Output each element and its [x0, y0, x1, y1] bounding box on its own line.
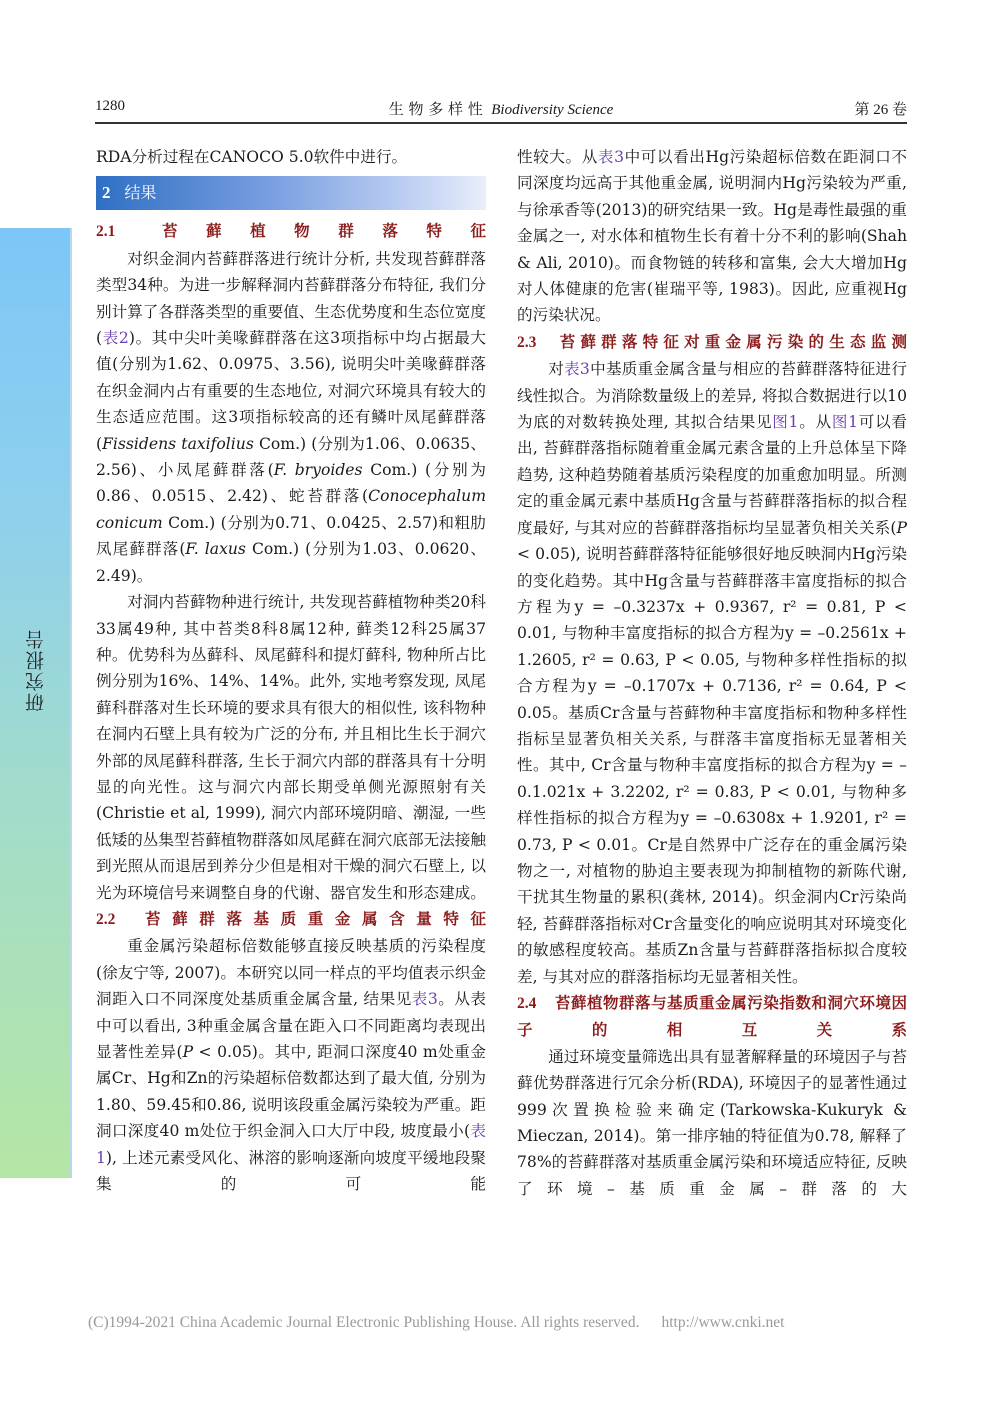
text-run: 中基质重金属含量与相应的苔藓群落特征进行线性拟合。为消除数量级上的差异, 将拟合数据进行以10为底的对数转换处理, 其拟合结果见 — [517, 360, 907, 432]
journal-title-en: Biodiversity Science — [491, 102, 614, 118]
header-rule — [95, 122, 907, 124]
text-run: Com.) (分别为0.86、0.0515、2.42)、蛇苔群落( — [96, 461, 486, 506]
table-link[interactable]: 表2 — [102, 329, 129, 348]
paragraph — [96, 933, 486, 1197]
running-header — [95, 96, 907, 122]
text-run: < 0.05)。其中, 距洞口深度40 m处重金属Cr、Hg和Zn的污染超标倍数都达到了最大值, 分别为1.80、59.45和0.86, 说明该段重金属污染较为严重。距洞口深度40 m处位于织金洞入口大厅中段, 坡度最小( — [96, 1043, 486, 1141]
stat-symbol: P — [182, 1043, 194, 1061]
species-name: F. laxus — [185, 540, 246, 559]
subsection-heading — [517, 990, 907, 1044]
paragraph — [517, 356, 907, 990]
section-number: 2 — [102, 183, 111, 203]
copyright-text: (C)1994-2021 China Academic Journal Electronic Publishing House. All rights reserved. — [88, 1314, 640, 1331]
subsection-heading — [96, 906, 486, 933]
subsection-number: 2.3 — [517, 333, 537, 351]
subsection-title: 苔藓植物群落与基质重金属污染指数和洞穴环境因子的相互关系 — [517, 994, 907, 1040]
text-run: ), 上述元素受风化、淋溶的影响逐渐向坡度平缓地段聚集的可能 — [96, 1148, 486, 1194]
figure-link[interactable]: 图1 — [831, 413, 859, 432]
equation: y = –0.1.021x + 3.2202, r² = 0.83, P < 0.01 — [517, 756, 907, 801]
subsection-title: 苔藓群落基质重金属含量特征 — [133, 909, 486, 928]
footer-url[interactable]: http://www.cnki.net — [661, 1314, 785, 1331]
equation: y = –0.2561x + 1.2605, r² = 0.63, P < 0.05 — [517, 624, 907, 669]
text-run: 中可以看出Hg污染超标倍数在距洞口不同深度均远高于其他重金属, 说明洞内Hg污染较为严重, 与徐承香等(2013)的研究结果一致。Hg是毒性最强的重金属之一, 对水体和植物生长有着十分不利的影响(Shah & Ali, 2010)。而食物链的转移和富集, 会大大增加Hg对人体健康的危害(崔瑞平等, 1983)。因此, 应重视Hg的污染状况。 — [517, 148, 907, 325]
text-run: 性较大。从 — [517, 148, 598, 166]
subsection-heading — [96, 218, 486, 245]
text-run: Com.) (分别为0.71、0.0425、2.57)和粗肋凤尾藓群落( — [96, 513, 486, 559]
subsection-title: 苔藓植物群落特征 — [133, 222, 486, 241]
table-link[interactable]: 表3 — [564, 360, 590, 379]
paragraph — [517, 144, 907, 329]
text-run: 。基质Cr含量与苔藓物种丰富度指标和物种多样性指标呈显著负相关关系, 与群落丰富度指标无显著相关性。其中, Cr含量与物种丰富度指标的拟合方程为 — [517, 703, 907, 775]
species-name: Conocephalum conicum — [96, 487, 486, 532]
text-run: , 与物种多样性指标的拟合方程为 — [517, 650, 907, 696]
paragraph: 通过环境变量筛选出具有显著解释量的环境因子与苔藓优势群落进行冗余分析(RDA), 环境因子的显著性通过999次置换检验来确定(Tarkowska-Kukuryk & Mieczan, 2014)。第一排序轴的特征值为0.78, 解释了78%的苔藓群落对基质重金属污染和环境适应特征, 反映了环境–基质重金属–群落的大 — [517, 1047, 907, 1198]
text-run: 可以看出, 苔藓群落指标随着重金属元素含量的上升总体呈下降趋势, 这种趋势随着基质污染程度的加重愈加明显。所测定的重金属元素中基质Hg含量与苔藓群落指标的拟合程度最好, 与其对应的苔藓群落指标均呈显著负相关关系( — [517, 413, 907, 537]
text-run: Com.) (分别为1.06、0.0635、2.56)、小凤尾藓群落( — [96, 434, 486, 480]
text-run: )。其中尖叶美喙藓群落在这3项指标中均占据最大值(分别为1.62、0.0975、3.56), 说明尖叶美喙藓群落在织金洞内占有重要的生态地位, 对洞穴环境具有较大的生态适应范围。这3项指标较高的还有鳞叶凤尾藓群落( — [96, 329, 486, 453]
text-run: , 与物种丰富度指标的拟合方程为 — [551, 624, 786, 643]
text-run: 对 — [548, 360, 565, 379]
subsection-heading — [517, 329, 907, 356]
table-link[interactable]: 表3 — [411, 990, 438, 1009]
section-title: 结果 — [124, 183, 157, 203]
section-heading — [96, 176, 486, 210]
stat-symbol: P — [896, 518, 907, 537]
text-run: < 0.05), 说明苔藓群落特征能够很好地反映洞内Hg污染的变化趋势。其中Hg含量与苔藓群落丰富度指标的拟合方程为 — [517, 545, 907, 616]
volume-label: 第 26 卷 — [854, 102, 907, 118]
journal-title-cn: 生 物 多 样 性 — [388, 102, 484, 118]
equation: y = –0.1707x + 0.7136, r² = 0.64, P < 0.05 — [517, 677, 907, 722]
text-run: Com.) (分别为1.03、0.0620、2.49)。 — [96, 540, 486, 585]
subsection-number: 2.4 — [517, 995, 537, 1012]
paragraph: 对洞内苔藓物种进行统计, 共发现苔藓植物种类20科33属49种, 其中苔类8科8属12种, 藓类12科25属37种。优势科为丛藓科、凤尾藓科和提灯藓科, 物种所占比例分别为16%、14%、14%。此外, 实地考察发现, 凤尾藓科群落对生长环境的要求具有很大的相似性, 该科物种在洞内石壁上具有较为广泛的分布, 并且相比生长于洞穴外部的凤尾藓科群落, 生长于洞穴内部的群落具有十分明显的向光性。这与洞穴内部长期受单侧光源照射有关(Christie et al, 1999), 洞穴内部环境阴暗、潮湿, 一些低矮的丛集型苔藓植物群落如凤尾藓在洞穴底部无法接触到光照从而退居到养分少但是相对干燥的洞穴石壁上, 以光为环境信号来调整自身的代谢、器官发生和形态建成。 — [96, 593, 486, 902]
subsection-number: 2.2 — [96, 910, 116, 928]
right-column — [517, 144, 907, 1202]
subsection-number: 2.1 — [96, 223, 116, 241]
table-link[interactable]: 表3 — [597, 148, 624, 166]
copyright-footer — [88, 1314, 908, 1332]
text-run: 重金属污染超标倍数能够直接反映基质的污染程度(徐友宁等, 2007)。本研究以同一样点的平均值表示织金洞距入口不同深度处基质重金属含量, 结果见 — [96, 937, 486, 1009]
species-name: Fissidens taxifolius — [102, 434, 254, 453]
journal-title — [95, 98, 907, 119]
text-run: , 与物种多样性指标的拟合方程为 — [517, 782, 907, 828]
equation: y = –0.3237x + 0.9367, r² = 0.81, P < 0.01 — [517, 597, 907, 643]
paragraph: RDA分析过程在CANOCO 5.0软件中进行。 — [96, 148, 408, 166]
page-number: 1280 — [95, 98, 125, 114]
equation: y = –0.6308x + 1.9201, r² = 0.73, P < 0.01 — [517, 809, 907, 854]
subsection-title: 苔藓群落特征对重金属污染的生态监测 — [554, 332, 907, 351]
figure-link[interactable]: 图1 — [772, 413, 799, 432]
side-tab — [0, 228, 72, 1178]
left-column — [96, 144, 486, 1197]
species-name: F. bryoides — [273, 461, 363, 480]
text-run: 。Cr是自然界中广泛存在的重金属污染物之一, 对植物的胁迫主要表现为抑制植物的新陈代谢, 干扰其生物量的累积(龚林, 2014)。织金洞内Cr污染尚轻, 苔藓群落指标对Cr含量变化的响应说明其对环境变化的敏感程度较高。基质Zn含量与苔藓群落指标拟合度较差, 与其对应的群落指标均无显著相关性。 — [517, 835, 908, 986]
text-run: 对织金洞内苔藓群落进行统计分析, 共发现苔藓群落类型34种。为进一步解释洞内苔藓群落分布特征, 我们分别计算了各群落类型的重要值、生态优势度和生态位宽度( — [96, 249, 486, 348]
table-link[interactable]: 表1 — [96, 1122, 486, 1167]
text-run: 。从 — [798, 413, 832, 432]
text-run: 。从表中可以看出, 3种重金属含量在距入口不同距离均表现出显著性差异( — [96, 990, 486, 1061]
paragraph — [96, 246, 486, 589]
side-tab-label: 研究报告 — [25, 628, 47, 712]
